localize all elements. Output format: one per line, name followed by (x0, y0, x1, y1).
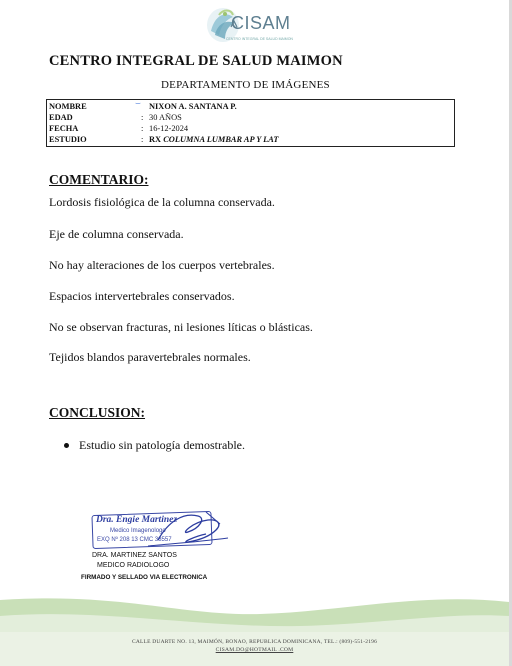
comentario-heading: COMENTARIO: (49, 172, 149, 187)
footer-email[interactable]: CISAM.DO@HOTMAIL .COM (215, 647, 294, 653)
patient-info-box (46, 99, 455, 147)
stamp-license: EXQ Nº 208 13 CMC 38557 (97, 537, 172, 543)
info-label: FECHA (49, 124, 79, 133)
comentario-line: Espacios intervertebrales conservados. (49, 289, 235, 303)
spellcheck-mark: ⌣ (135, 98, 141, 108)
doctor-role: MEDICO RADIOLOGO (97, 562, 170, 569)
info-value: NIXON A. SANTANA P. (149, 102, 237, 111)
footer-wave (0, 586, 509, 666)
bullet-icon (64, 443, 69, 448)
doctor-name: DRA. MARTINEZ SANTOS (92, 552, 177, 559)
brand-tagline: CENTRO INTEGRAL DE SALUD MAIMON (226, 37, 293, 41)
department-title: DEPARTAMENTO DE IMÁGENES (161, 79, 330, 91)
comentario-line: Eje de columna conservada. (49, 227, 184, 241)
info-row-estudio (49, 134, 449, 145)
comentario-line: No hay alteraciones de los cuerpos vertebrales. (49, 258, 275, 272)
info-value: RX COLUMNA LUMBAR AP Y LAT (149, 135, 279, 144)
info-colon: : (141, 124, 144, 133)
stamp-name: Dra. Engie Martinez (96, 515, 178, 525)
info-colon: : (141, 135, 144, 144)
comentario-line: No se observan fracturas, ni lesiones líticas o blásticas. (49, 320, 313, 334)
info-value: 16-12-2024 (149, 124, 189, 133)
stamp-role: Medico Imagenologo (110, 528, 166, 534)
footer-address: CALLE DUARTE NO. 13, MAIMÓN, BONAO, REPUBLICA DOMINICANA, TEL.: (809)-551-2196 (131, 639, 378, 645)
info-colon: : (141, 113, 144, 122)
brand-name: CISAM (231, 13, 291, 33)
signed-note: FIRMADO Y SELLADO VIA ELECTRONICA (81, 574, 208, 581)
conclusion-heading: CONCLUSION: (49, 405, 146, 420)
info-label: ESTUDIO (49, 135, 87, 144)
info-row-nombre (49, 98, 449, 112)
conclusion-item (64, 438, 245, 453)
comentario-line: Tejidos blandos paravertebrales normales. (49, 350, 251, 364)
info-value: 30 AÑOS (149, 113, 182, 122)
info-row-edad (49, 112, 449, 123)
report-title: CENTRO INTEGRAL DE SALUD MAIMON (49, 53, 343, 69)
comentario-line: Lordosis fisiológica de la columna conservada. (49, 195, 275, 209)
info-label: NOMBRE (49, 102, 87, 111)
info-row-fecha (49, 123, 449, 134)
conclusion-text: Estudio sin patología demostrable. (79, 438, 245, 452)
info-label: EDAD (49, 113, 73, 122)
